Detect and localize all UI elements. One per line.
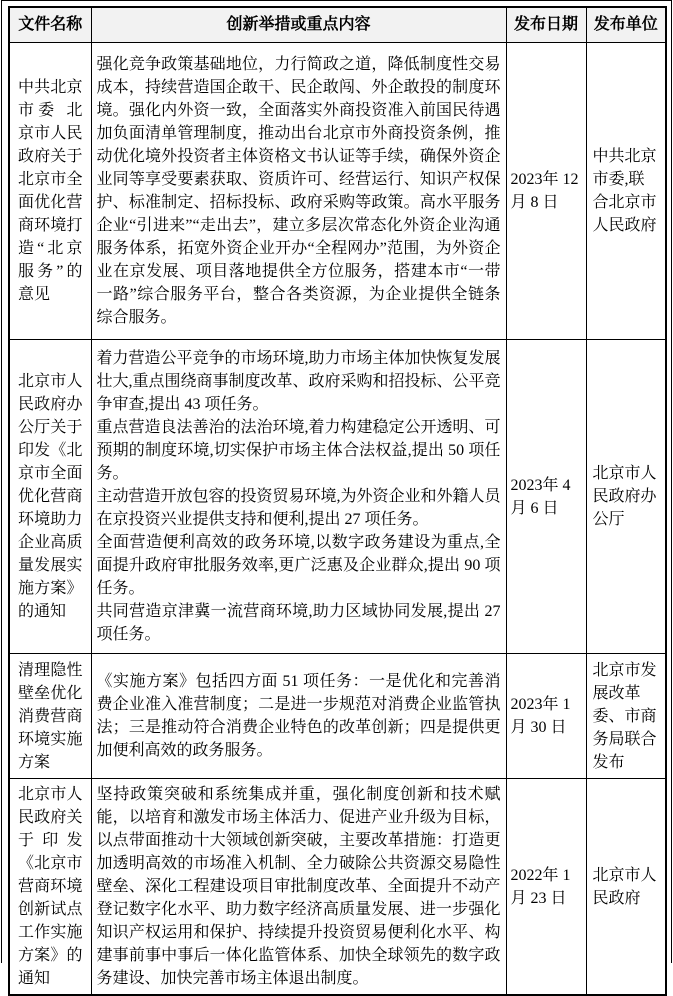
doc-name-cell: 北京市人民政府办公厅关于印发《北京市全面优化营商环境助力企业高质量发展实施方案》的通知 <box>9 340 91 654</box>
table-row <box>9 43 666 340</box>
content-paragraph: 强化竞争政策基础地位，力行简政之道，降低制度性交易成本，持续营造国企敢干、民企敢闯、外企敢投的制度环境。强化内外资一致，全面落实外商投资准入前国民待遇加负面清单管理制度，推动出台北京市外商投资条例，推动优化境外投资者主体资格文书认证等手续，确保外资企业同等享受要素获取、资质许可、经营运行、知识产权保护、标准制定、招标投标、政府采购等政策。高水平服务企业“引进来”“走出去”，建立多层次常态化外资企业沟通服务体系，拓宽外资企业开办“全程网办”范围，为外资企业在京发展、项目落地提供全方位服务，搭建本市“一带一路”综合服务平台，整合各类资源，为企业提供全链条综合服务。 <box>96 56 501 326</box>
content-paragraph: 共同营造京津冀一流营商环境,助力区域协同发展,提出 27 项任务。 <box>96 603 501 643</box>
doc-content-cell <box>91 340 506 654</box>
policy-documents-table <box>8 6 667 996</box>
column-header-content: 创新举措或重点内容 <box>91 7 506 43</box>
publish-date-cell: 2022年 1 月 23 日 <box>506 779 586 996</box>
publish-date-cell: 2023年 4 月 6 日 <box>506 340 586 654</box>
doc-name-cell: 北京市人民政府关于印发《北京市营商环境创新试点工作实施方案》的通知 <box>9 779 91 996</box>
column-header-publish-date: 发布日期 <box>506 7 586 43</box>
column-header-file-name: 文件名称 <box>9 7 91 43</box>
doc-content-cell <box>91 654 506 779</box>
column-header-publish-unit: 发布单位 <box>586 7 666 43</box>
doc-name-cell: 中共北京市委 北京市人民政府关于北京市全面优化营商环境打造“北京服务”的意见 <box>9 43 91 340</box>
content-paragraph: 主动营造开放包容的投资贸易环境,为外资企业和外籍人员在京投资兴业提供支持和便利,提出 27 项任务。 <box>96 488 501 528</box>
content-paragraph: 着力营造公平竞争的市场环境,助力市场主体加快恢复发展壮大,重点围绕商事制度改革、政府采购和招投标、公平竞争审查,提出 43 项任务。 <box>96 350 501 413</box>
publish-unit-cell: 北京市人民政府 <box>586 779 666 996</box>
content-paragraph: 全面营造便利高效的政务环境,以数字政务建设为重点,全面提升政府审批服务效率,更广泛惠及企业群众,提出 90 项任务。 <box>96 534 501 597</box>
table-header <box>9 7 666 43</box>
content-paragraph: 《实施方案》包括四方面 51 项任务：一是优化和完善消费企业准入准营制度；二是进一步规范对消费企业监管执法；三是推动符合消费企业特色的改革创新；四是提供更加便利高效的政务服务。 <box>96 673 501 759</box>
table-body <box>9 43 666 996</box>
content-paragraph: 坚持政策突破和系统集成并重，强化制度创新和技术赋能，以培育和激发市场主体活力、促进产业升级为目标，以点带面推动十大领域创新突破，主要改革措施：打造更加透明高效的市场准入机制、全力破除公共资源交易隐性壁垒、深化工程建设项目审批制度改革、全面提升不动产登记数字化水平、助力数字经济高质量发展、进一步强化知识产权运用和保护、持续提升投资贸易便利化水平、构建事前事中事后一体化监管体系、加快全球领先的数字政务建设、加快完善市场主体退出制度。 <box>96 786 501 987</box>
doc-name-cell: 清理隐性壁垒优化消费营商环境实施方案 <box>9 654 91 779</box>
doc-content-cell <box>91 43 506 340</box>
table-row <box>9 779 666 996</box>
content-paragraph: 重点营造良法善治的法治环境,着力构建稳定公开透明、可预期的制度环境,切实保护市场主体合法权益,提出 50 项任务。 <box>96 419 501 482</box>
doc-content-cell <box>91 779 506 996</box>
header-row <box>9 7 666 43</box>
publish-unit-cell: 北京市人民政府办公厅 <box>586 340 666 654</box>
publish-unit-cell: 北京市发展改革委、市商务局联合发布 <box>586 654 666 779</box>
table-row <box>9 654 666 779</box>
publish-date-cell: 2023年 12 月 8 日 <box>506 43 586 340</box>
table-row <box>9 340 666 654</box>
publish-date-cell: 2023年 1 月 30 日 <box>506 654 586 779</box>
publish-unit-cell: 中共北京市委,联合北京市人民政府 <box>586 43 666 340</box>
